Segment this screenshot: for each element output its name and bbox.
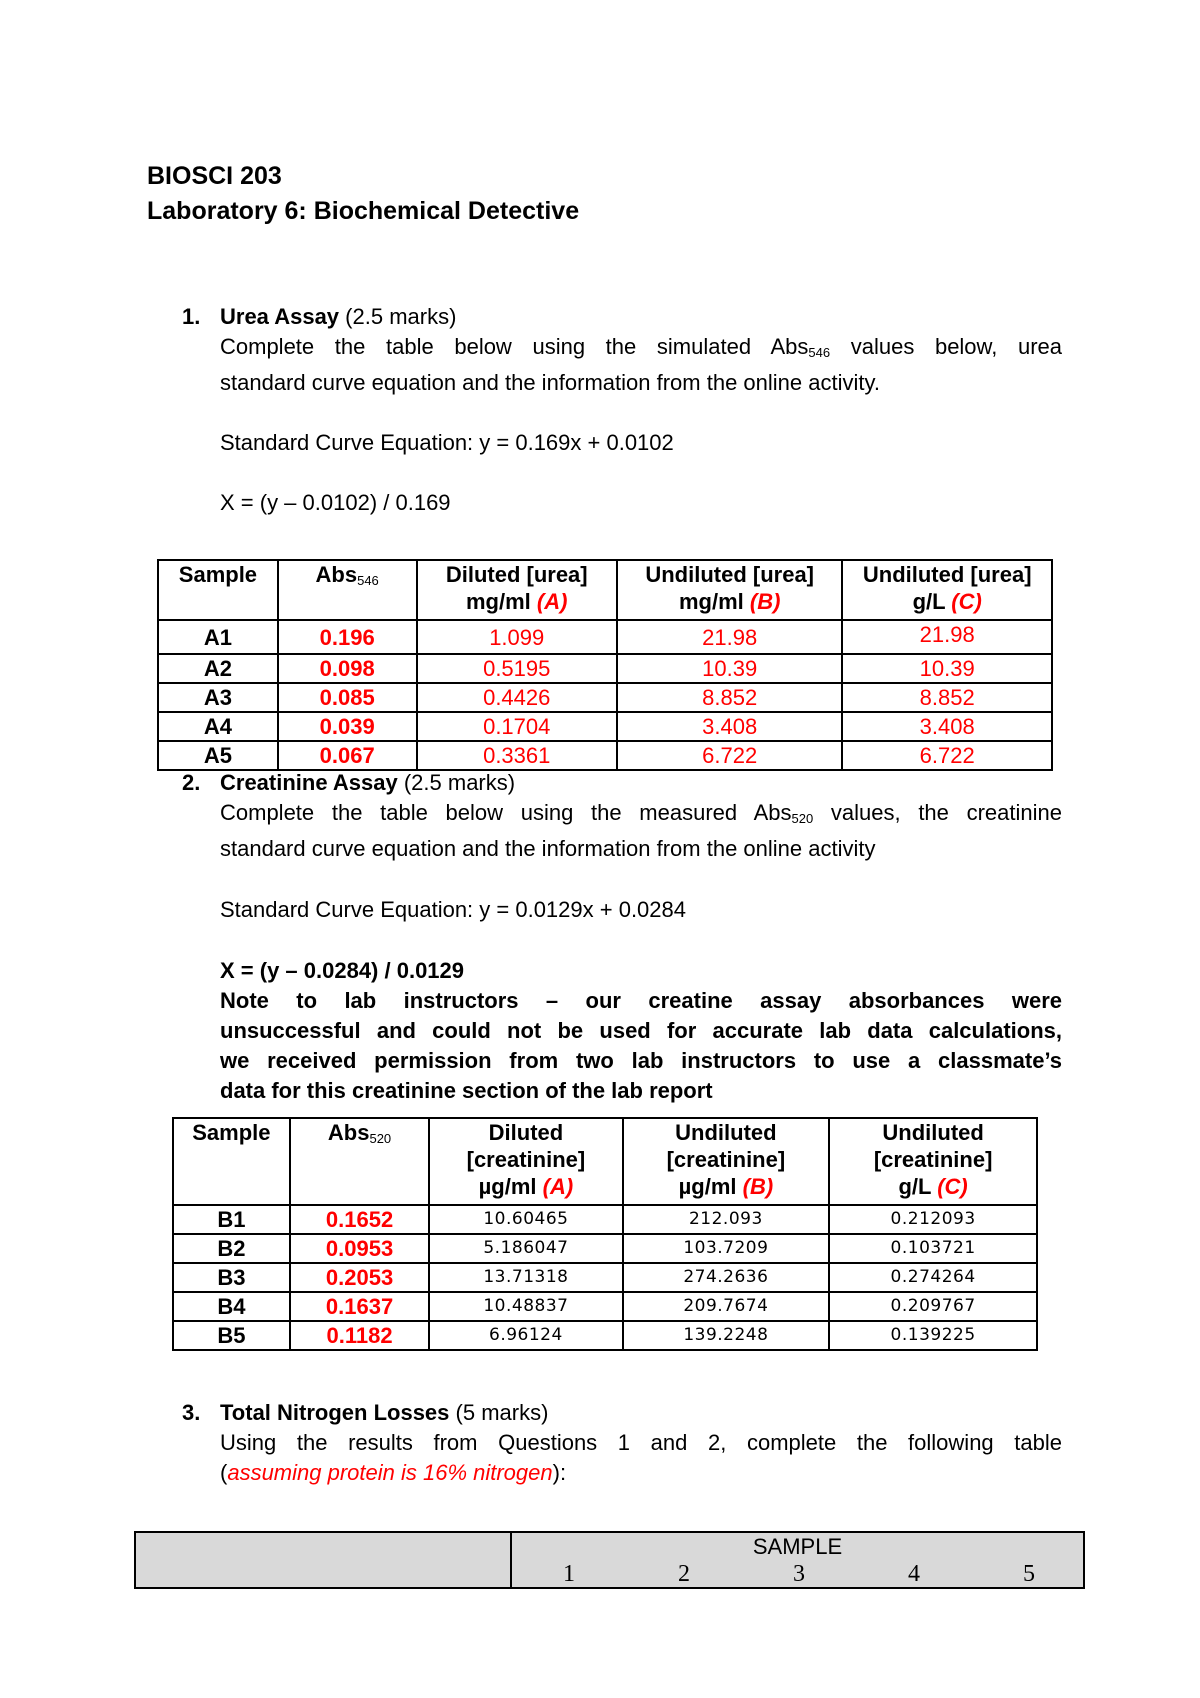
creatinine-header-undiluted-g: Undiluted [creatinine] g/L (C)	[829, 1118, 1037, 1205]
question-2	[182, 768, 1062, 1106]
table-row: B4 0.1637 10.48837 209.7674 0.209767	[173, 1292, 1037, 1321]
question-2-title: Creatinine Assay	[220, 770, 398, 795]
table-row: A5 0.067 0.3361 6.722 6.722	[158, 741, 1052, 770]
question-1-title: Urea Assay	[220, 304, 340, 329]
nitrogen-col-4: 4	[908, 1561, 920, 1587]
urea-header-sample: Sample	[158, 560, 278, 620]
question-1-solve: X = (y – 0.0102) / 0.169	[220, 490, 451, 515]
question-2-note-line1: Note to lab instructors – our creatine assay absorbances were	[220, 988, 1062, 1013]
table-row: B1 0.1652 10.60465 212.093 0.212093	[173, 1205, 1037, 1234]
table-row: A1 0.196 1.099 21.98 21.98	[158, 620, 1052, 654]
urea-header-diluted: Diluted [urea] mg/ml (A)	[417, 560, 617, 620]
question-3-marks: (5 marks)	[455, 1400, 549, 1425]
nitrogen-table	[134, 1531, 1085, 1589]
table-row: B3 0.2053 13.71318 274.2636 0.274264	[173, 1263, 1037, 1292]
question-2-number: 2.	[182, 770, 201, 795]
nitrogen-col-3: 3	[793, 1561, 805, 1587]
nitrogen-col-1: 1	[563, 1561, 575, 1587]
question-1-instruction-line2: standard curve equation and the information from the online activity.	[220, 370, 880, 395]
urea-header-undiluted-mg: Undiluted [urea] mg/ml (B)	[617, 560, 842, 620]
course-code: BIOSCI 203	[147, 162, 282, 190]
creatinine-header-undiluted-ug: Undiluted [creatinine] µg/ml (B)	[623, 1118, 830, 1205]
lab-title: Laboratory 6: Biochemical Detective	[147, 197, 580, 225]
urea-table	[157, 559, 1053, 771]
creatinine-header-diluted: Diluted [creatinine] µg/ml (A)	[429, 1118, 622, 1205]
question-2-instruction-line1: Complete the table below using the measured Abs$_{520}$ values, the creatinine	[220, 800, 1062, 826]
question-1-equation: Standard Curve Equation: y = 0.169x + 0.0102	[220, 430, 674, 455]
question-3-instruction-line1: Using the results from Questions 1 and 2, complete the following table	[220, 1430, 1062, 1455]
question-3-title: Total Nitrogen Losses	[220, 1400, 450, 1425]
question-2-note-line3: we received permission from two lab instructors to use a classmate’s	[220, 1048, 1062, 1073]
question-3-number: 3.	[182, 1400, 201, 1425]
creatinine-table	[172, 1117, 1038, 1351]
nitrogen-col-5: 5	[1023, 1561, 1035, 1587]
nitrogen-table-sample-label: SAMPLE	[752, 1534, 843, 1559]
urea-header-abs: Abs$_{546}$	[278, 560, 417, 620]
table-row: B5 0.1182 6.96124 139.2248 0.139225	[173, 1321, 1037, 1350]
creatinine-header-sample: Sample	[173, 1118, 290, 1205]
question-2-note-line2: unsuccessful and could not be used for accurate lab data calculations,	[220, 1018, 1062, 1043]
creatinine-header-abs: Abs$_{520}$	[290, 1118, 430, 1205]
question-1-number: 1.	[182, 304, 201, 329]
question-2-equation: Standard Curve Equation: y = 0.0129x + 0.0284	[220, 897, 686, 922]
nitrogen-col-2: 2	[678, 1561, 690, 1587]
question-1-marks: (2.5 marks)	[345, 304, 457, 329]
question-3	[182, 1398, 1062, 1488]
urea-header-undiluted-g: Undiluted [urea] g/L (C)	[842, 560, 1052, 620]
question-2-solve: X = (y – 0.0284) / 0.0129	[220, 958, 465, 983]
table-row: A3 0.085 0.4426 8.852 8.852	[158, 683, 1052, 712]
question-2-note-line4: data for this creatinine section of the lab report	[220, 1078, 713, 1103]
question-1	[182, 302, 1062, 518]
table-row: B2 0.0953 5.186047 103.7209 0.103721	[173, 1234, 1037, 1263]
question-1-instruction-line1: Complete the table below using the simulated Abs$_{546}$ values below, urea	[220, 334, 1062, 360]
question-2-instruction-line2: standard curve equation and the information from the online activity	[220, 836, 876, 861]
question-3-instruction-line2: (assuming protein is 16% nitrogen):	[220, 1460, 567, 1485]
table-row: A4 0.039 0.1704 3.408 3.408	[158, 712, 1052, 741]
table-row: A2 0.098 0.5195 10.39 10.39	[158, 654, 1052, 683]
nitrogen-table-columns	[512, 1560, 1083, 1588]
question-2-marks: (2.5 marks)	[403, 770, 516, 795]
